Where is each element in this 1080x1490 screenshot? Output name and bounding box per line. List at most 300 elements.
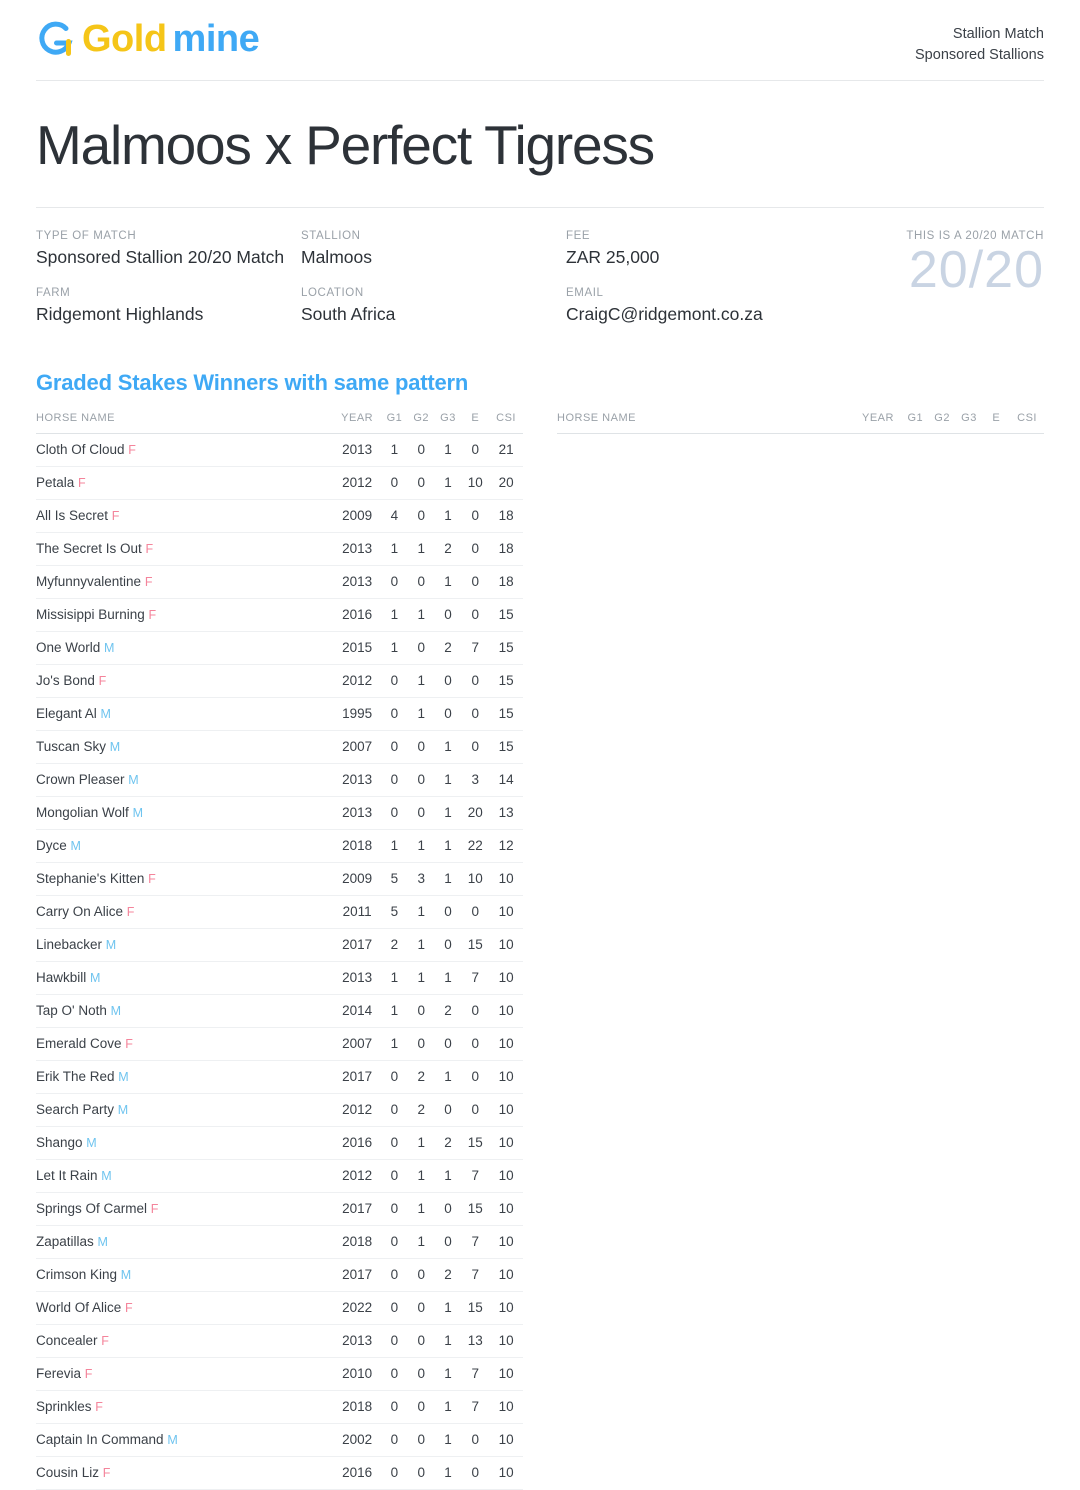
cell-csi: 10 bbox=[489, 1357, 523, 1390]
table-row[interactable] bbox=[36, 1258, 523, 1291]
cell-g3: 1 bbox=[435, 565, 462, 598]
cell-g2: 0 bbox=[408, 994, 435, 1027]
cell-g2: 1 bbox=[408, 928, 435, 961]
meta-farm bbox=[36, 287, 301, 326]
cell-g2: 0 bbox=[408, 1027, 435, 1060]
cell-csi: 10 bbox=[489, 1390, 523, 1423]
cell-g1: 0 bbox=[381, 763, 408, 796]
match-badge-value: 20/20 bbox=[744, 244, 1044, 296]
cell-year: 2002 bbox=[333, 1423, 381, 1456]
col-e: E bbox=[982, 412, 1010, 434]
cell-g3: 2 bbox=[435, 1258, 462, 1291]
cell-g1: 1 bbox=[381, 532, 408, 565]
sex-marker: M bbox=[70, 839, 81, 854]
cell-horse-name[interactable]: Hawkbill M bbox=[36, 961, 333, 994]
cell-csi: 10 bbox=[489, 1423, 523, 1456]
cell-year: 2009 bbox=[333, 499, 381, 532]
cell-g3: 1 bbox=[435, 862, 462, 895]
cell-year: 2018 bbox=[333, 829, 381, 862]
table-row[interactable] bbox=[36, 1390, 523, 1423]
cell-horse-name[interactable]: One World M bbox=[36, 631, 333, 664]
cell-g2: 1 bbox=[408, 598, 435, 631]
sex-marker: M bbox=[128, 773, 139, 788]
cell-g2: 0 bbox=[408, 565, 435, 598]
cell-csi: 10 bbox=[489, 1159, 523, 1192]
sex-marker: F bbox=[84, 1367, 93, 1382]
cell-e: 7 bbox=[461, 1159, 489, 1192]
cell-horse-name[interactable]: Zapatillas M bbox=[36, 1225, 333, 1258]
cell-e: 0 bbox=[461, 433, 489, 466]
cell-g1: 0 bbox=[381, 1291, 408, 1324]
table-column-left bbox=[36, 412, 523, 1490]
table-row[interactable] bbox=[36, 1093, 523, 1126]
table-row[interactable] bbox=[36, 796, 523, 829]
cell-e: 0 bbox=[461, 664, 489, 697]
cell-g3: 2 bbox=[435, 1126, 462, 1159]
cell-csi: 10 bbox=[489, 1291, 523, 1324]
cell-horse-name[interactable]: Crown Pleaser M bbox=[36, 763, 333, 796]
cell-horse-name[interactable]: Linebacker M bbox=[36, 928, 333, 961]
table-row[interactable] bbox=[36, 895, 523, 928]
table-row[interactable] bbox=[36, 1225, 523, 1258]
cell-csi: 18 bbox=[489, 499, 523, 532]
cell-g2: 0 bbox=[408, 796, 435, 829]
cell-horse-name[interactable]: Myfunnyvalentine F bbox=[36, 565, 333, 598]
cell-year: 2013 bbox=[333, 565, 381, 598]
cell-g1: 0 bbox=[381, 1423, 408, 1456]
sex-marker: M bbox=[104, 641, 115, 656]
table-header-row bbox=[36, 412, 523, 434]
cell-g3: 2 bbox=[435, 532, 462, 565]
cell-g3: 0 bbox=[435, 1192, 462, 1225]
table-row[interactable] bbox=[36, 1060, 523, 1093]
cell-g2: 1 bbox=[408, 664, 435, 697]
cell-horse-name[interactable]: Elegant Al M bbox=[36, 697, 333, 730]
cell-csi: 21 bbox=[489, 433, 523, 466]
cell-csi: 10 bbox=[489, 1258, 523, 1291]
cell-g3: 1 bbox=[435, 1291, 462, 1324]
cell-g3: 1 bbox=[435, 730, 462, 763]
meta-farm-value: Ridgemont Highlands bbox=[36, 303, 204, 324]
cell-csi: 15 bbox=[489, 664, 523, 697]
sex-marker: F bbox=[145, 542, 154, 557]
cell-csi: 10 bbox=[489, 994, 523, 1027]
table-row[interactable] bbox=[36, 1192, 523, 1225]
cell-year: 1995 bbox=[333, 697, 381, 730]
table-row[interactable] bbox=[36, 862, 523, 895]
table-row[interactable] bbox=[36, 928, 523, 961]
cell-year: 2011 bbox=[333, 895, 381, 928]
col-g1: G1 bbox=[902, 412, 929, 434]
cell-g2: 1 bbox=[408, 1126, 435, 1159]
cell-g3: 0 bbox=[435, 895, 462, 928]
table-row[interactable] bbox=[36, 1159, 523, 1192]
section-title-graded-stakes-winners: Graded Stakes Winners with same pattern bbox=[36, 369, 469, 395]
sex-marker: M bbox=[90, 971, 101, 986]
cell-g3: 0 bbox=[435, 697, 462, 730]
col-g1: G1 bbox=[381, 412, 408, 434]
cell-horse-name[interactable]: Cousin Liz F bbox=[36, 1456, 333, 1489]
sex-marker: F bbox=[125, 1037, 133, 1052]
col-csi: CSI bbox=[1010, 412, 1044, 434]
cell-e: 0 bbox=[461, 565, 489, 598]
cell-horse-name[interactable]: Ferevia F bbox=[36, 1357, 333, 1390]
page-header bbox=[36, 0, 1044, 81]
table-row[interactable] bbox=[36, 466, 523, 499]
cell-year: 2012 bbox=[333, 1093, 381, 1126]
cell-g2: 1 bbox=[408, 1225, 435, 1258]
cell-e: 7 bbox=[461, 1357, 489, 1390]
table-row[interactable] bbox=[36, 1126, 523, 1159]
cell-g1: 1 bbox=[381, 994, 408, 1027]
sex-marker: F bbox=[126, 905, 135, 920]
tables-container bbox=[36, 412, 1044, 1490]
cell-horse-name[interactable]: Concealer F bbox=[36, 1324, 333, 1357]
cell-horse-name[interactable]: Let It Rain M bbox=[36, 1159, 333, 1192]
sex-marker: M bbox=[167, 1433, 178, 1448]
cell-year: 2018 bbox=[333, 1225, 381, 1258]
meta-type-label: TYPE OF MATCH bbox=[36, 230, 137, 243]
sex-marker: M bbox=[105, 938, 117, 953]
cell-e: 0 bbox=[461, 1423, 489, 1456]
meta-stallion-label: STALLION bbox=[301, 230, 361, 243]
page-title: Malmoos x Perfect Tigress bbox=[36, 114, 654, 177]
sex-marker: F bbox=[125, 1301, 133, 1316]
cell-e: 0 bbox=[461, 1456, 489, 1489]
cell-horse-name[interactable]: Stephanie's Kitten F bbox=[36, 862, 333, 895]
cell-e: 0 bbox=[461, 1093, 489, 1126]
header-meta bbox=[915, 18, 1044, 66]
sex-marker: F bbox=[95, 1400, 103, 1415]
cell-horse-name[interactable]: Search Party M bbox=[36, 1093, 333, 1126]
sex-marker: F bbox=[98, 674, 107, 689]
cell-g3: 1 bbox=[435, 1159, 462, 1192]
col-g3: G3 bbox=[956, 412, 983, 434]
sex-marker: M bbox=[101, 1169, 112, 1184]
cell-g3: 1 bbox=[435, 433, 462, 466]
cell-horse-name[interactable]: Cloth Of Cloud F bbox=[36, 433, 333, 466]
cell-year: 2022 bbox=[333, 1291, 381, 1324]
cell-g2: 1 bbox=[408, 1159, 435, 1192]
cell-g2: 0 bbox=[408, 1456, 435, 1489]
cell-g3: 1 bbox=[435, 829, 462, 862]
cell-year: 2017 bbox=[333, 1258, 381, 1291]
cell-e: 10 bbox=[461, 466, 489, 499]
cell-horse-name[interactable]: Mongolian Wolf M bbox=[36, 796, 333, 829]
match-badge-label: THIS IS A 20/20 MATCH bbox=[906, 230, 1044, 243]
meta-email-label: EMAIL bbox=[566, 286, 604, 299]
sex-marker: F bbox=[148, 608, 157, 623]
cell-horse-name[interactable]: Springs Of Carmel F bbox=[36, 1192, 333, 1225]
cell-horse-name[interactable]: Captain In Command M bbox=[36, 1423, 333, 1456]
cell-g1: 0 bbox=[381, 1357, 408, 1390]
cell-g2: 1 bbox=[408, 961, 435, 994]
cell-year: 2016 bbox=[333, 1456, 381, 1489]
cell-g2: 1 bbox=[408, 532, 435, 565]
cell-csi: 10 bbox=[489, 862, 523, 895]
cell-g1: 1 bbox=[381, 829, 408, 862]
cell-csi: 15 bbox=[489, 598, 523, 631]
cell-e: 7 bbox=[461, 1390, 489, 1423]
cell-horse-name[interactable]: Shango M bbox=[36, 1126, 333, 1159]
cell-csi: 15 bbox=[489, 697, 523, 730]
cell-g2: 0 bbox=[408, 466, 435, 499]
cell-g2: 0 bbox=[408, 1324, 435, 1357]
brand-logo bbox=[36, 18, 259, 61]
cell-g1: 1 bbox=[381, 631, 408, 664]
cell-csi: 12 bbox=[489, 829, 523, 862]
cell-g3: 1 bbox=[435, 466, 462, 499]
table-row[interactable] bbox=[36, 994, 523, 1027]
sex-marker: F bbox=[78, 476, 86, 491]
match-badge bbox=[744, 230, 1044, 300]
cell-e: 0 bbox=[461, 895, 489, 928]
table-row[interactable] bbox=[36, 598, 523, 631]
table-row[interactable] bbox=[36, 433, 523, 466]
cell-g3: 0 bbox=[435, 1093, 462, 1126]
cell-year: 2016 bbox=[333, 598, 381, 631]
cell-g3: 1 bbox=[435, 1390, 462, 1423]
meta-stallion-value: Malmoos bbox=[301, 247, 372, 268]
cell-g1: 2 bbox=[381, 928, 408, 961]
cell-g1: 5 bbox=[381, 862, 408, 895]
cell-e: 15 bbox=[461, 1192, 489, 1225]
cell-e: 7 bbox=[461, 1225, 489, 1258]
sex-marker: M bbox=[109, 740, 121, 755]
title-divider bbox=[36, 207, 1044, 208]
cell-g2: 2 bbox=[408, 1060, 435, 1093]
cell-e: 15 bbox=[461, 1291, 489, 1324]
table-row[interactable] bbox=[36, 697, 523, 730]
cell-g3: 1 bbox=[435, 961, 462, 994]
cell-g3: 1 bbox=[435, 499, 462, 532]
cell-g1: 0 bbox=[381, 730, 408, 763]
cell-g3: 0 bbox=[435, 664, 462, 697]
cell-g1: 0 bbox=[381, 1258, 408, 1291]
cell-g2: 3 bbox=[408, 862, 435, 895]
cell-g1: 0 bbox=[381, 1456, 408, 1489]
cell-year: 2018 bbox=[333, 1390, 381, 1423]
table-row[interactable] bbox=[36, 631, 523, 664]
cell-horse-name[interactable]: Carry On Alice F bbox=[36, 895, 333, 928]
cell-csi: 10 bbox=[489, 1324, 523, 1357]
cell-year: 2014 bbox=[333, 994, 381, 1027]
match-meta bbox=[36, 230, 1044, 326]
cell-g2: 0 bbox=[408, 730, 435, 763]
cell-g3: 1 bbox=[435, 1324, 462, 1357]
sex-marker: M bbox=[117, 1103, 129, 1118]
cell-e: 15 bbox=[461, 1126, 489, 1159]
cell-g3: 2 bbox=[435, 994, 462, 1027]
sex-marker: M bbox=[110, 1004, 122, 1019]
cell-g3: 1 bbox=[435, 763, 462, 796]
sex-marker: F bbox=[111, 509, 120, 524]
cell-csi: 10 bbox=[489, 1126, 523, 1159]
cell-horse-name[interactable]: Crimson King M bbox=[36, 1258, 333, 1291]
meta-location bbox=[301, 287, 566, 326]
table-row[interactable] bbox=[36, 829, 523, 862]
cell-g2: 0 bbox=[408, 1390, 435, 1423]
sex-marker: F bbox=[102, 1466, 111, 1481]
table-row[interactable] bbox=[36, 1423, 523, 1456]
cell-year: 2013 bbox=[333, 961, 381, 994]
table-row[interactable] bbox=[36, 664, 523, 697]
cell-g1: 0 bbox=[381, 1126, 408, 1159]
cell-e: 7 bbox=[461, 1258, 489, 1291]
col-horse-name: HORSE NAME bbox=[557, 412, 854, 434]
cell-csi: 10 bbox=[489, 1456, 523, 1489]
cell-csi: 10 bbox=[489, 928, 523, 961]
cell-horse-name[interactable]: Emerald Cove F bbox=[36, 1027, 333, 1060]
sex-marker: M bbox=[132, 806, 143, 821]
table-row[interactable] bbox=[36, 565, 523, 598]
meta-farm-label: FARM bbox=[36, 286, 71, 299]
cell-g1: 0 bbox=[381, 1093, 408, 1126]
cell-e: 10 bbox=[461, 862, 489, 895]
sex-marker: M bbox=[97, 1235, 108, 1250]
sex-marker: F bbox=[148, 872, 156, 887]
table-row[interactable] bbox=[36, 730, 523, 763]
cell-horse-name[interactable]: All Is Secret F bbox=[36, 499, 333, 532]
cell-year: 2013 bbox=[333, 763, 381, 796]
col-g2: G2 bbox=[929, 412, 956, 434]
table-column-right bbox=[557, 412, 1044, 434]
cell-g3: 1 bbox=[435, 1060, 462, 1093]
sex-marker: M bbox=[86, 1136, 97, 1151]
cell-e: 3 bbox=[461, 763, 489, 796]
cell-g2: 1 bbox=[408, 1192, 435, 1225]
cell-g3: 0 bbox=[435, 598, 462, 631]
cell-e: 0 bbox=[461, 1060, 489, 1093]
meta-fee-label: FEE bbox=[566, 230, 591, 243]
cell-csi: 20 bbox=[489, 466, 523, 499]
sex-marker: F bbox=[144, 575, 153, 590]
cell-csi: 10 bbox=[489, 961, 523, 994]
cell-e: 0 bbox=[461, 499, 489, 532]
cell-e: 0 bbox=[461, 598, 489, 631]
sex-marker: F bbox=[128, 443, 136, 458]
cell-csi: 13 bbox=[489, 796, 523, 829]
header-line-2: Sponsored Stallions bbox=[915, 47, 1044, 64]
cell-e: 0 bbox=[461, 994, 489, 1027]
cell-g3: 1 bbox=[435, 1357, 462, 1390]
cell-g3: 0 bbox=[435, 928, 462, 961]
brand-name-mine: mine bbox=[172, 18, 260, 60]
col-horse-name: HORSE NAME bbox=[36, 412, 333, 434]
cell-horse-name[interactable]: Missisippi Burning F bbox=[36, 598, 333, 631]
col-e: E bbox=[461, 412, 489, 434]
cell-g1: 4 bbox=[381, 499, 408, 532]
cell-g1: 1 bbox=[381, 1027, 408, 1060]
cell-horse-name[interactable]: Dyce M bbox=[36, 829, 333, 862]
cell-g1: 1 bbox=[381, 961, 408, 994]
meta-email-value[interactable]: CraigC@ridgemont.co.za bbox=[566, 303, 763, 324]
cell-year: 2007 bbox=[333, 1027, 381, 1060]
cell-csi: 10 bbox=[489, 1225, 523, 1258]
cell-g2: 0 bbox=[408, 763, 435, 796]
cell-g1: 0 bbox=[381, 1060, 408, 1093]
cell-g2: 0 bbox=[408, 499, 435, 532]
cell-e: 22 bbox=[461, 829, 489, 862]
cell-g2: 0 bbox=[408, 1423, 435, 1456]
cell-year: 2009 bbox=[333, 862, 381, 895]
cell-horse-name[interactable]: Sprinkles F bbox=[36, 1390, 333, 1423]
cell-csi: 10 bbox=[489, 1060, 523, 1093]
cell-e: 7 bbox=[461, 961, 489, 994]
cell-horse-name[interactable]: World Of Alice F bbox=[36, 1291, 333, 1324]
cell-g1: 0 bbox=[381, 1225, 408, 1258]
cell-g1: 0 bbox=[381, 1324, 408, 1357]
brand-name-gold: Gold bbox=[82, 18, 167, 60]
col-g3: G3 bbox=[435, 412, 462, 434]
cell-csi: 10 bbox=[489, 1093, 523, 1126]
cell-e: 0 bbox=[461, 1027, 489, 1060]
meta-type-of-match bbox=[36, 230, 301, 269]
sex-marker: M bbox=[100, 707, 111, 722]
cell-year: 2013 bbox=[333, 532, 381, 565]
sex-marker: F bbox=[101, 1334, 109, 1349]
table-row[interactable] bbox=[36, 1291, 523, 1324]
table-row[interactable] bbox=[36, 961, 523, 994]
cell-horse-name[interactable]: Tap O' Noth M bbox=[36, 994, 333, 1027]
cell-horse-name[interactable]: Erik The Red M bbox=[36, 1060, 333, 1093]
cell-g2: 0 bbox=[408, 1357, 435, 1390]
cell-horse-name[interactable]: Jo's Bond F bbox=[36, 664, 333, 697]
cell-e: 0 bbox=[461, 730, 489, 763]
cell-year: 2017 bbox=[333, 1192, 381, 1225]
cell-g1: 1 bbox=[381, 433, 408, 466]
cell-year: 2012 bbox=[333, 1159, 381, 1192]
cell-year: 2017 bbox=[333, 1060, 381, 1093]
cell-g3: 1 bbox=[435, 1456, 462, 1489]
cell-g1: 1 bbox=[381, 598, 408, 631]
table-row[interactable] bbox=[36, 763, 523, 796]
table-row[interactable] bbox=[36, 532, 523, 565]
cell-csi: 10 bbox=[489, 1027, 523, 1060]
cell-year: 2012 bbox=[333, 466, 381, 499]
cell-horse-name[interactable]: Tuscan Sky M bbox=[36, 730, 333, 763]
meta-location-value: South Africa bbox=[301, 303, 396, 324]
cell-csi: 10 bbox=[489, 895, 523, 928]
cell-g3: 0 bbox=[435, 1225, 462, 1258]
meta-fee-value: ZAR 25,000 bbox=[566, 247, 660, 268]
cell-g1: 0 bbox=[381, 1192, 408, 1225]
cell-horse-name[interactable]: The Secret Is Out F bbox=[36, 532, 333, 565]
cell-year: 2010 bbox=[333, 1357, 381, 1390]
cell-g2: 0 bbox=[408, 1291, 435, 1324]
table-row[interactable] bbox=[36, 1357, 523, 1390]
graded-stakes-table-right bbox=[557, 412, 1044, 434]
cell-g1: 0 bbox=[381, 1159, 408, 1192]
cell-horse-name[interactable]: Petala F bbox=[36, 466, 333, 499]
table-row[interactable] bbox=[36, 1456, 523, 1489]
cell-year: 2013 bbox=[333, 1324, 381, 1357]
cell-csi: 10 bbox=[489, 1192, 523, 1225]
cell-csi: 15 bbox=[489, 631, 523, 664]
cell-g3: 1 bbox=[435, 796, 462, 829]
meta-type-value: Sponsored Stallion 20/20 Match bbox=[36, 247, 285, 268]
table-row[interactable] bbox=[36, 1027, 523, 1060]
table-row[interactable] bbox=[36, 499, 523, 532]
cell-e: 0 bbox=[461, 697, 489, 730]
cell-g2: 2 bbox=[408, 1093, 435, 1126]
cell-g2: 1 bbox=[408, 829, 435, 862]
cell-g2: 0 bbox=[408, 631, 435, 664]
cell-e: 0 bbox=[461, 532, 489, 565]
table-row[interactable] bbox=[36, 1324, 523, 1357]
sex-marker: M bbox=[118, 1070, 129, 1085]
col-g2: G2 bbox=[408, 412, 435, 434]
